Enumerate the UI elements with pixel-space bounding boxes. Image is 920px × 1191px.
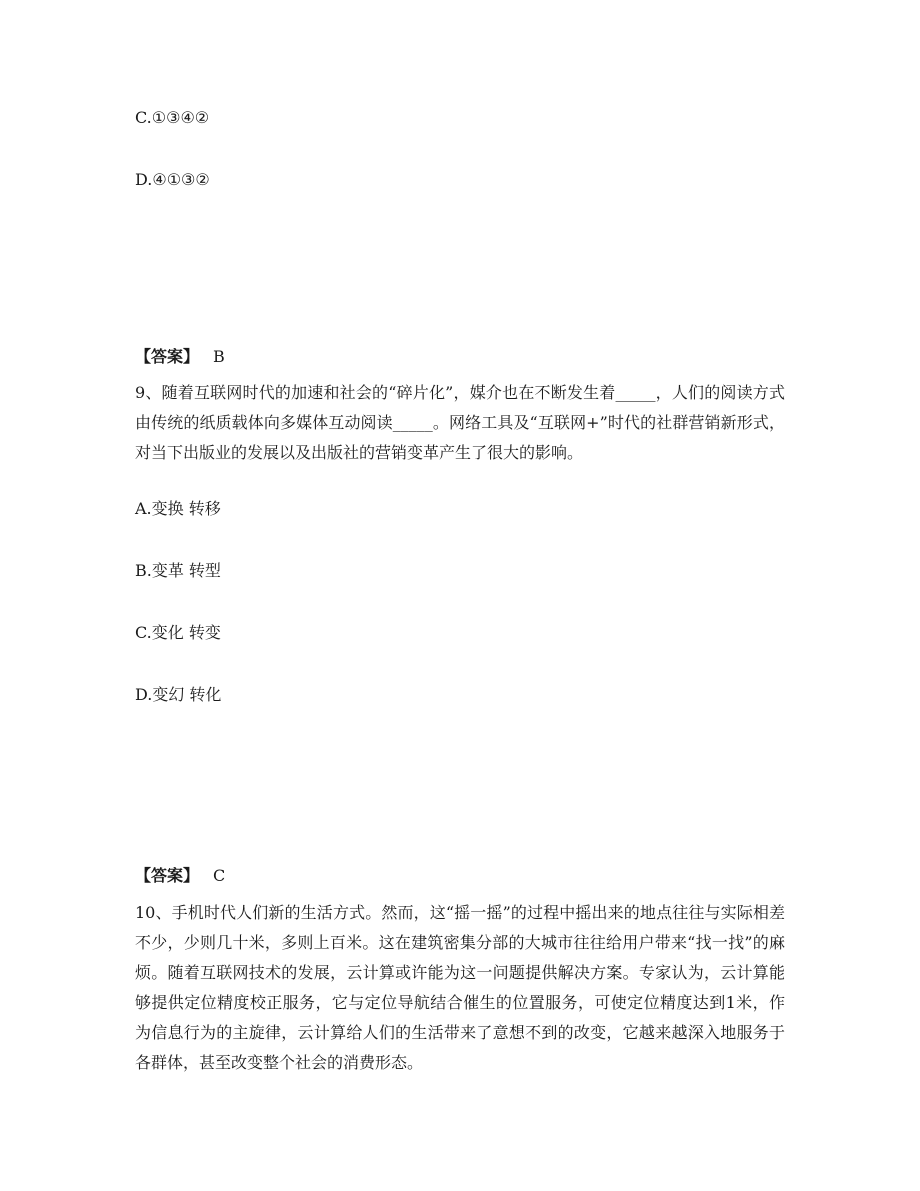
q8-option-c: C.①③④② [135, 108, 210, 127]
q9-option-c: C.变化 转变 [135, 623, 221, 642]
q10-stem: 10、手机时代人们新的生活方式。然而，这“摇一摇”的过程中摇出来的地点往往与实际相差不少，少则几十米，多则上百米。这在建筑密集分部的大城市往往给用户带来“找一找”的麻烦。随着互联网技术的发展，云计算或许能为这一问题提供解决方案。专家认为，云计算能够提供定位精度校正服务，它与定位导航结合催生的位置服务，可使定位精度达到1米，作为信息行为的主旋律，云计算给人们的生活带来了意想不到的改变，它越来越深入地服务于各群体，甚至改变整个社会的消费形态。 [135, 903, 785, 1072]
q9-option-a: A.变换 转移 [135, 499, 221, 518]
q8-option-d: D.④①③② [135, 170, 210, 189]
answer-label: 【答案】 [135, 347, 200, 366]
q9-stem: 9、随着互联网时代的加速和社会的“碎片化”，媒介也在不断发生着_____，人们的阅读方式由传统的纸质载体向多媒体互动阅读_____。网络工具及“互联网+”时代的社群营销新形式，对当下出版业的发展以及出版社的营销变革产生了很大的影响。 [135, 383, 785, 462]
q9-answer [135, 866, 225, 886]
answer-value: C [213, 866, 226, 885]
answer-value: B [213, 347, 225, 366]
q9-option-d: D.变幻 转化 [135, 685, 222, 704]
q9-option-b: B.变革 转型 [135, 561, 221, 580]
q8-answer [135, 347, 225, 367]
answer-label: 【答案】 [135, 866, 200, 885]
